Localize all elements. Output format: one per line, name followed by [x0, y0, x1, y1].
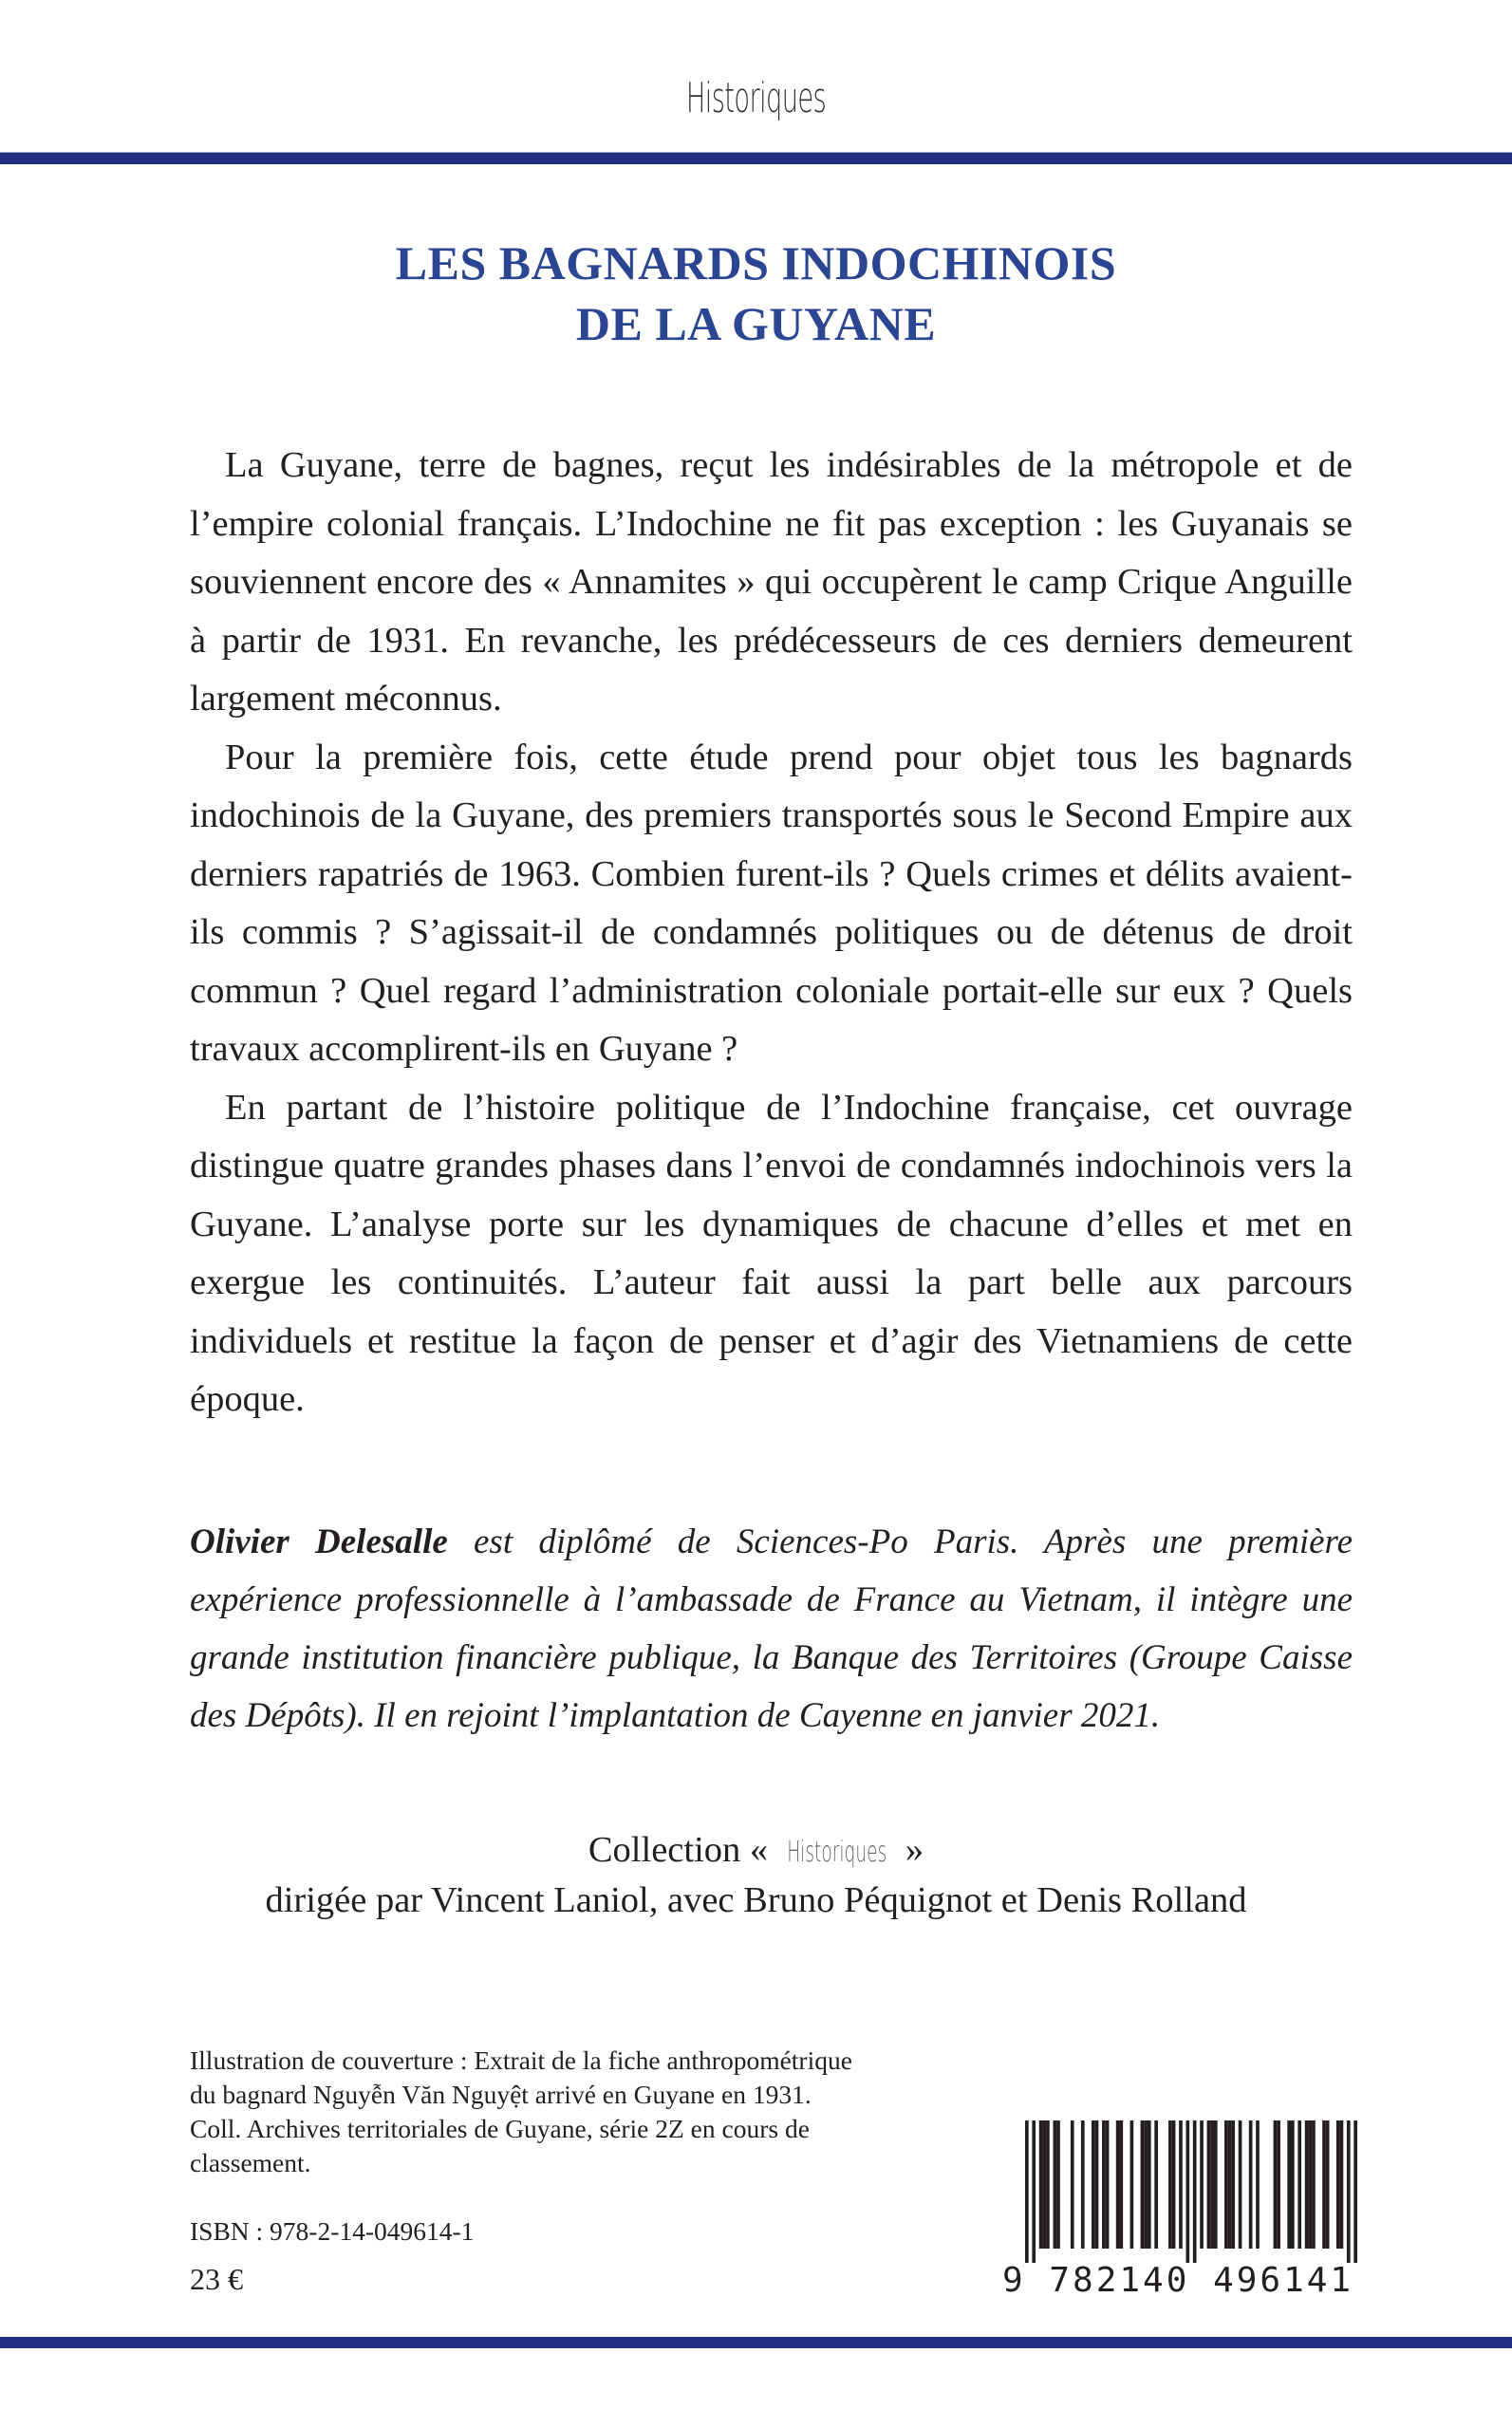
blurb-paragraph: Pour la première fois, cette étude prend pour objet tous les bagnards indochinois de la Guyane, des premiers transportés sous le Second Empire aux derniers rapatriés de 1963. Combien furent-ils ? Quels crimes et délits avaient-ils commis ? S’agissait-il de condamnés politiques ou de détenus de droit commun ? Quel regard l’administration coloniale portait-elle sur eux ? Quels travaux accomplirent-ils en Guyane ?	[190, 737, 1353, 1069]
barcode-bar	[1249, 2120, 1253, 2249]
barcode-bar	[1148, 2120, 1151, 2249]
top-rule	[0, 152, 1512, 164]
title-line-1: LES BAGNARDS INDOCHINOIS	[395, 236, 1117, 289]
author-bio-text: est diplômé de Sciences-Po Paris. Après une première expérience professionnelle à l’ambassade de France au Vietnam, il intègre une grande institution financière publique, la Banque des Territoires (Groupe Caisse des Dépôts). Il en rejoint l’implantation de Cayenne en janvier 2021.	[190, 1522, 1353, 1735]
isbn: ISBN : 978-2-14-049614-1	[190, 2216, 475, 2246]
barcode-bar	[1119, 2120, 1123, 2249]
series-logo: Historiques	[685, 74, 827, 122]
author-name: Olivier Delesalle	[190, 1522, 448, 1561]
barcode-bar	[1297, 2120, 1301, 2249]
barcode-bar	[1056, 2120, 1060, 2249]
barcode-bar	[1130, 2120, 1134, 2249]
barcode-bar	[1228, 2120, 1232, 2249]
credits-line: Coll. Archives territoriales de Guyane, série 2Z en cours de	[190, 2114, 810, 2143]
barcode-bar	[1210, 2120, 1214, 2249]
barcode-bar	[1336, 2120, 1340, 2249]
barcode-bar	[1042, 2120, 1046, 2249]
barcode-bar	[1308, 2120, 1312, 2249]
blurb-paragraph: La Guyane, terre de bagnes, reçut les indésirables de la métropole et de l’empire colonial français. L’Indochine ne fit pas exception : les Guyanais se souviennent encore des « Annamites » qui occupèrent le camp Crique Anguille à partir de 1931. En revanche, les prédécesseurs de ces derniers demeurent largement méconnus.	[190, 445, 1353, 719]
barcode-bar	[1154, 2120, 1158, 2249]
barcode-bar	[1081, 2120, 1085, 2249]
collection-logo: Historiques	[786, 1836, 887, 1869]
bottom-rule	[0, 2337, 1512, 2348]
barcode-bar	[1168, 2120, 1172, 2249]
barcode-bar	[1207, 2120, 1211, 2249]
barcode-bar	[1039, 2120, 1043, 2249]
barcode-bar	[1046, 2120, 1050, 2249]
collection-suffix: »	[905, 1830, 924, 1870]
barcode-bar	[1312, 2120, 1316, 2249]
barcode-bar	[1224, 2120, 1228, 2249]
barcode-bar	[1095, 2120, 1099, 2249]
barcode-bar	[1287, 2120, 1291, 2249]
credits-line: Illustration de couverture : Extrait de la fiche anthropométrique	[190, 2045, 852, 2075]
barcode-bar	[1200, 2120, 1204, 2249]
collection-prefix: Collection «	[588, 1830, 769, 1870]
price: 23 €	[190, 2262, 243, 2296]
collection-directors: dirigée par Vincent Laniol, avec Bruno Péquignot et Denis Rolland	[265, 1880, 1247, 1920]
barcode-bar	[1172, 2120, 1176, 2249]
barcode-bar	[1106, 2120, 1110, 2249]
credits-line: classement.	[190, 2148, 311, 2177]
author-bio	[190, 1513, 1353, 1745]
barcode-bar	[1032, 2120, 1036, 2263]
barcode-bar	[1025, 2120, 1029, 2263]
barcode-bar	[1214, 2120, 1218, 2249]
credits-line: du bagnard Nguyễn Văn Nguyệt arrivé en Guyane en 1931.	[190, 2080, 812, 2109]
barcode-bar	[1092, 2120, 1095, 2249]
barcode-bar	[1347, 2120, 1351, 2263]
cover-credits	[190, 2044, 1025, 2180]
collection-line	[0, 1826, 1512, 1877]
barcode-bar	[1239, 2120, 1242, 2249]
barcode-bar	[1193, 2120, 1197, 2263]
title-line-2: DE LA GUYANE	[575, 297, 937, 350]
blurb-paragraph: En partant de l’histoire politique de l’Indochine française, cet ouvrage distingue quatre grandes phases dans l’envoi de condamnés indochinois vers la Guyane. L’analyse porte sur les dynamiques de chacune d’elles et met en exergue les continuités. L’auteur fait aussi la part belle aux parcours individuels et restitue la façon de penser et d’agir des Vietnamiens de cette époque.	[190, 1087, 1353, 1419]
barcode-bar	[1322, 2120, 1326, 2249]
barcode-bar	[1353, 2120, 1357, 2263]
blurb	[190, 437, 1353, 1429]
barcode-bar	[1179, 2120, 1183, 2249]
barcode-bar	[1274, 2120, 1278, 2249]
barcode-bar	[1144, 2120, 1148, 2249]
barcode-bar	[1071, 2120, 1074, 2249]
barcode-bar	[1305, 2120, 1309, 2249]
barcode-bar	[1141, 2120, 1145, 2249]
barcode-bar	[1326, 2120, 1330, 2249]
barcode-bar	[1291, 2120, 1295, 2249]
barcode-bar	[1185, 2120, 1189, 2263]
barcode-digits: 9 782140 496141	[1002, 2261, 1354, 2300]
barcode-bar	[1256, 2120, 1260, 2249]
book-title	[0, 233, 1512, 354]
barcode-bar	[1116, 2120, 1120, 2249]
barcode-bar	[1053, 2120, 1056, 2249]
barcode-bar	[1277, 2120, 1280, 2249]
barcode-bar	[1340, 2120, 1344, 2249]
barcode-bar	[1102, 2120, 1106, 2249]
barcode-bar	[1231, 2120, 1235, 2249]
collection-info	[0, 1826, 1512, 1924]
barcode	[1025, 2120, 1357, 2263]
